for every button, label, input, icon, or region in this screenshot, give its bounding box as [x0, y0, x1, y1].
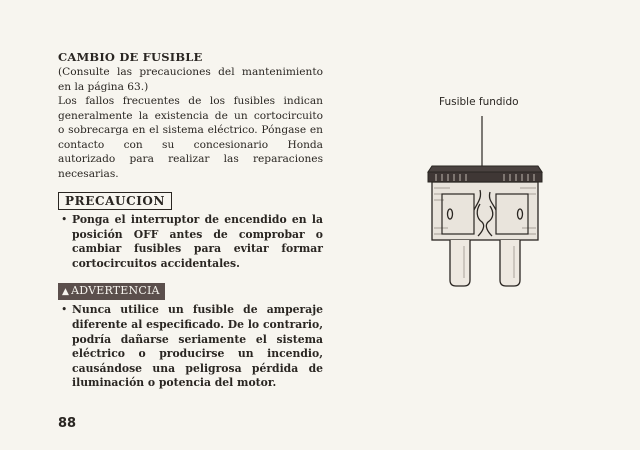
section-title: CAMBIO DE FUSIBLE: [58, 50, 203, 64]
body-line: Los fallos frecuentes de los fusibles indican: [58, 95, 323, 107]
warning-line: iluminación o potencia del motor.: [72, 376, 277, 390]
warning-label: [58, 283, 165, 300]
text-column: [58, 50, 323, 391]
warning-triangle-icon: ▲: [62, 287, 70, 298]
caution-line: posición OFF antes de comprobar o: [72, 227, 323, 241]
section-body: [58, 65, 323, 181]
body-line: (Consulte las precauciones del mantenimiento: [58, 66, 323, 78]
body-line: necesarias.: [58, 167, 119, 180]
warning-line: Nunca utilice un fusible de amperaje: [72, 303, 323, 317]
caution-line: cortocircuitos accidentales.: [72, 256, 240, 270]
warning-line: causándose una peligrosa pérdida de: [72, 361, 323, 375]
warning-line: podría dañarse seriamente el sistema: [72, 332, 323, 346]
bullet-icon: •: [61, 303, 68, 317]
body-line: generalmente la existencia de un cortocircuito: [58, 109, 323, 122]
warning-text: [58, 303, 323, 391]
bullet-icon: •: [61, 213, 68, 226]
caution-label: PRECAUCION: [58, 192, 172, 210]
body-line: autorizado para realizar las reparaciones: [58, 153, 323, 165]
warning-label-text: ADVERTENCIA: [71, 284, 160, 298]
figure-label: Fusible fundido: [439, 96, 519, 108]
body-line: o sobrecarga en el sistema eléctrico. Póngase en: [58, 124, 323, 136]
body-line: contacto con su concesionario Honda: [58, 138, 323, 151]
warning-line: diferente al especificado. De lo contrario,: [72, 317, 323, 331]
caution-line: Ponga el interruptor de encendido en la: [72, 213, 323, 226]
body-line: en la página 63.): [58, 80, 149, 93]
caution-text: [58, 213, 323, 271]
caution-line: cambiar fusibles para evitar formar: [72, 242, 323, 256]
page-number: 88: [58, 416, 77, 431]
blown-fuse-icon: [420, 110, 560, 290]
warning-line: eléctrico o producirse un incendio,: [72, 347, 323, 361]
